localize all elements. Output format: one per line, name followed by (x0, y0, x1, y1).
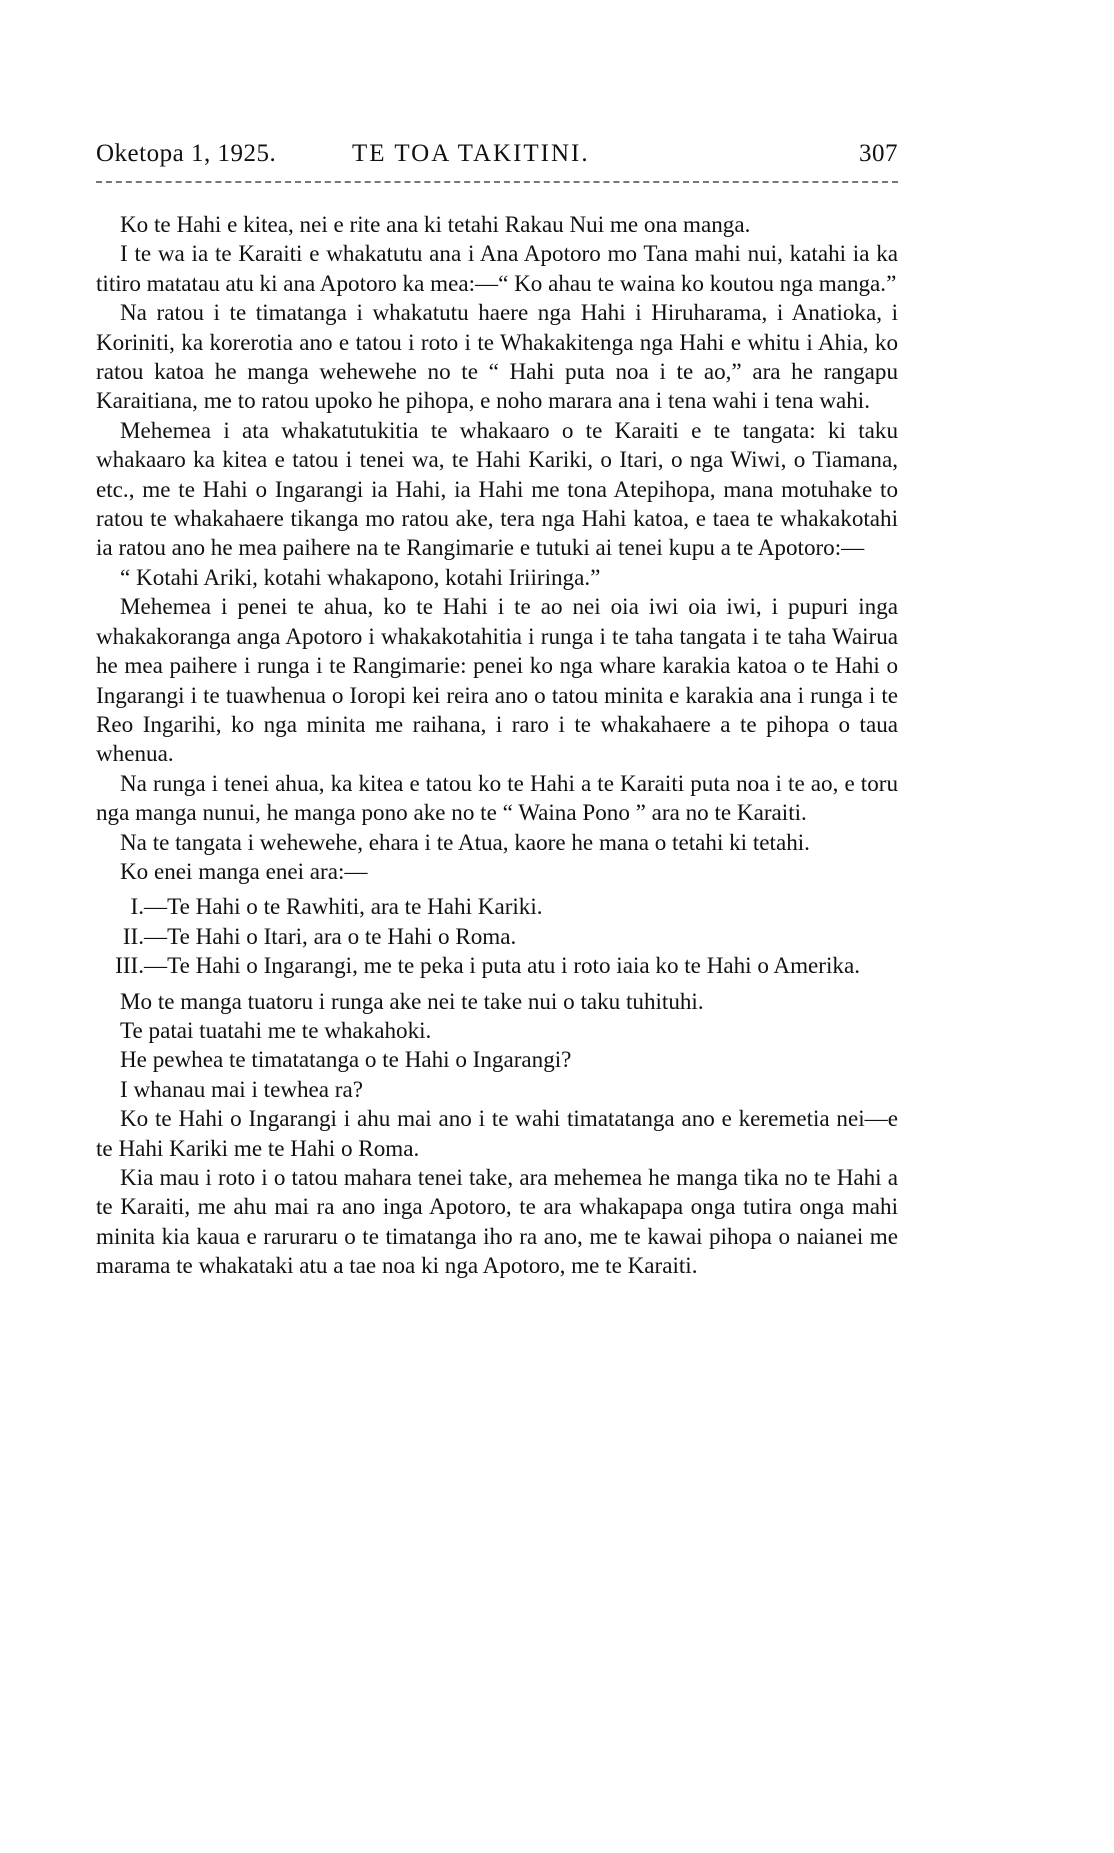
paragraph: He pewhea te timatatanga o te Hahi o Ingarangi? (120, 1046, 572, 1073)
paragraph: Ko enei manga enei ara:— (120, 857, 368, 884)
list-number: II. (122, 922, 144, 949)
header-rule (96, 181, 898, 183)
list-number: I. (130, 893, 144, 920)
paragraph: Na runga i tenei ahua, ka kitea e tatou ko te Hahi a te Karaiti puta noa i te ao, e toru nga manga nunui, he manga pono ake no te “ Waina Pono ” ara no te Karaiti. (96, 769, 898, 826)
list-item (96, 892, 898, 921)
header-title: TE TOA TAKITINI. (352, 140, 590, 167)
body-text (96, 210, 898, 1281)
paragraph-quote: “ Kotahi Ariki, kotahi whakapono, kotahi Iriiringa.” (120, 563, 601, 590)
paragraph: Mo te manga tuatoru i runga ake nei te take nui o taku tuhituhi. (120, 987, 704, 1014)
page-number: 307 (859, 140, 898, 167)
paragraph: Kia mau i roto i o tatou mahara tenei take, ara mehemea he manga tika no te Hahi a te Karaiti, me ahu mai ra ano inga Apotoro, te ara whakapapa onga tutira onga mahi minita kia kaua e raruraru o te timatanga iho ra ano, me te kawai pihopa o naianei me marama te whakataki atu a tae noa ki nga Apotoro, me te Karaiti. (96, 1164, 898, 1279)
paragraph: I whanau mai i tewhea ra? (120, 1075, 364, 1102)
list-text: —Te Hahi o Ingarangi, me te peka i puta atu i roto iaia ko te Hahi o Amerika. (144, 952, 860, 979)
list-item (96, 951, 898, 980)
running-head (96, 140, 898, 176)
paragraph: Ko te Hahi o Ingarangi i ahu mai ano i te wahi timatatanga ano e keremetia nei—e te Hahi Kariki me te Hahi o Roma. (96, 1105, 898, 1161)
paragraph: I te wa ia te Karaiti e whakatutu ana i Ana Apotoro mo Tana mahi nui, katahi ia ka titiro matatau atu ki ana Apotoro ka mea:—“ Ko ahau te waina ko koutou nga manga.” (96, 240, 898, 296)
list-text: —Te Hahi o Itari, ara o te Hahi o Roma. (144, 922, 517, 949)
paragraph: Mehemea i ata whakatutukitia te whakaaro o te Karaiti e te tangata: ki taku whakaaro ka kitea e tatou i tenei wa, te Hahi Kariki, o Itari, o nga Wiwi, o Tiamana, etc., me te Hahi o Ingarangi ia Hahi, ia Hahi me tona Atepihopa, mana motuhake to ratou te whakahaere tikanga mo ratou ake, tera nga Hahi katoa, e taea te whakakotahi ia ratou ano he mea paihere na te Rangimarie e tutuki ai tenei kupu a te Apotoro:— (96, 416, 898, 561)
paragraph: Te patai tuatahi me te whakahoki. (120, 1016, 432, 1043)
paragraph: Na te tangata i wehewehe, ehara i te Atua, kaore he mana o tetahi ki tetahi. (120, 828, 810, 855)
paragraph: Mehemea i penei te ahua, ko te Hahi i te ao nei oia iwi oia iwi, i pupuri inga whakakoranga anga Apotoro i whakakotahitia i runga i te taha tangata i te taha Wairua he mea paihere i runga i te Rangimarie: penei ko nga whare karakia katoa o te Hahi o Ingarangi i te tuawhenua o Ioropi kei reira ano o tatou minita e karakia ana i runga i te Reo Ingarihi, ko nga minita me raihana, i raro i te whakahaere a te pihopa o taua whenua. (96, 593, 898, 767)
paragraph: Na ratou i te timatanga i whakatutu haere nga Hahi i Hiruharama, i Anatioka, i Koriniti, ka korerotia ano e tatou i roto i te Whakakitenga nga Hahi e whitu i Ahia, ko ratou katoa he manga wehewehe no te “ Hahi puta noa i te ao,” ara he rangapu Karaitiana, me to ratou upoko he pihopa, e noho marara ana i tena wahi i tena wahi. (96, 299, 898, 414)
list-text: —Te Hahi o te Rawhiti, ara te Hahi Kariki. (144, 893, 543, 920)
list-item (96, 922, 898, 951)
paragraph: Ko te Hahi e kitea, nei e rite ana ki tetahi Rakau Nui me ona manga. (120, 211, 751, 237)
header-date: Oketopa 1, 1925. (96, 140, 277, 167)
list-number: III. (115, 952, 144, 979)
branch-list (96, 892, 898, 980)
